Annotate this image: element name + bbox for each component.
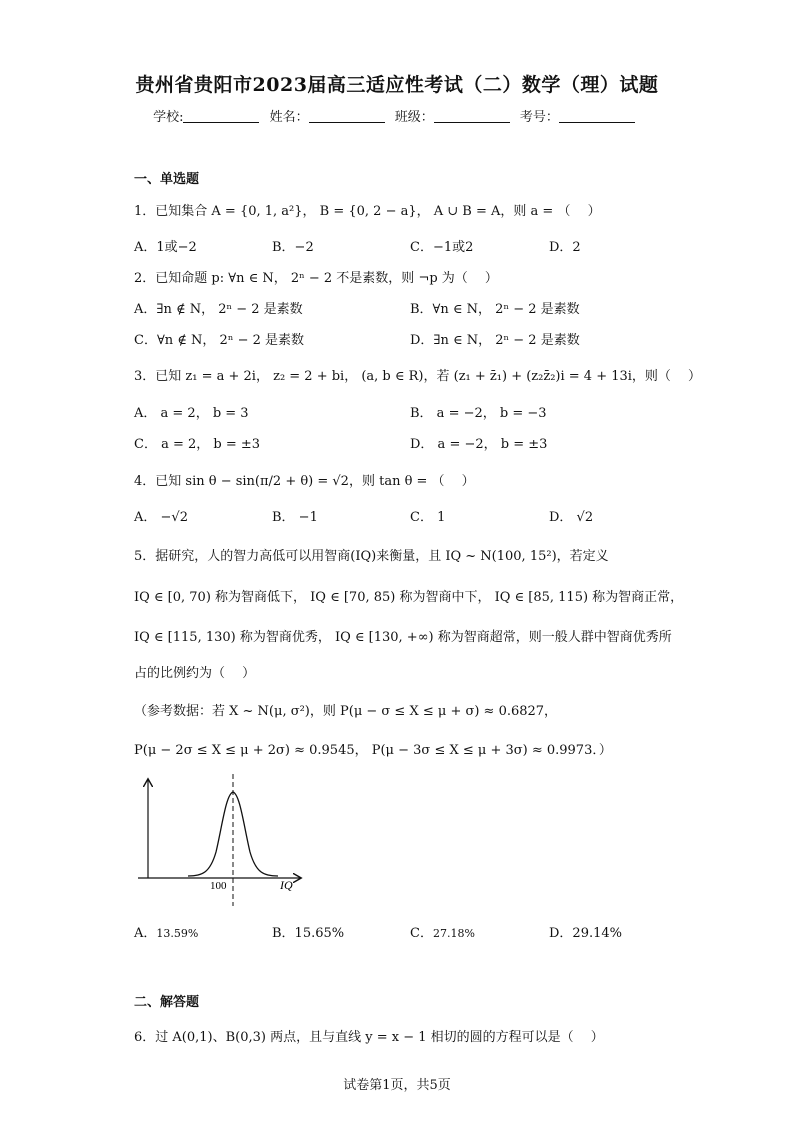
q5-option-a-value: 13.59% — [156, 927, 199, 940]
q5-option-c — [410, 922, 475, 941]
q4-option-b: B． −1 — [272, 510, 318, 525]
question-5-reference-1: （参考数据：若 X ~ N(μ, σ²)，则 P(μ − σ ≤ X ≤ μ + σ) ≈ 0.6827， — [134, 704, 558, 719]
school-label: 学校: — [153, 110, 184, 125]
q3-option-d: D． a = −2， b = ±3 — [410, 437, 548, 452]
question-4-stem: 4．已知 sin θ − sin(π/2 + θ) = √2，则 tan θ = （ ） — [134, 474, 475, 489]
q5-option-a — [134, 922, 198, 941]
q1-option-a: A．1或−2 — [134, 240, 197, 255]
name-label: 姓名： — [269, 110, 309, 125]
question-5-line-2: IQ ∈ [0, 70) 称为智商低下， IQ ∈ [70, 85) 称为智商中下， IQ ∈ [85, 115) 称为智商正常， — [134, 590, 684, 605]
q1-option-c: C．−1或2 — [410, 240, 474, 255]
q1-option-b: B．−2 — [272, 240, 314, 255]
q2-option-c: C．∀n ∉ N， 2ⁿ − 2 是素数 — [134, 333, 305, 348]
q1-option-d: D．2 — [549, 240, 581, 255]
question-5-line-4: 占的比例约为（ ） — [134, 666, 256, 681]
q3-option-c: C． a = 2， b = ±3 — [134, 437, 261, 452]
x-axis-label: IQ — [280, 878, 293, 892]
student-info-row — [0, 106, 794, 125]
question-2-stem: 2．已知命题 p: ∀n ∈ N， 2ⁿ − 2 不是素数，则 ¬p 为（ ） — [134, 271, 498, 286]
q2-option-d: D．∃n ∈ N， 2ⁿ − 2 是素数 — [410, 333, 580, 348]
school-blank[interactable] — [183, 110, 259, 123]
q4-option-d: D． √2 — [549, 510, 594, 525]
q5-option-c-value: 27.18% — [432, 927, 475, 940]
q3-option-b: B． a = −2， b = −3 — [410, 406, 547, 421]
question-3-stem: 3．已知 z₁ = a + 2i， z₂ = 2 + bi， (a, b ∈ R)，若 (z₁ + z̄₁) + (z₂z̄₂)i = 4 + 13i，则（ ） — [134, 369, 702, 384]
class-blank[interactable] — [434, 110, 510, 123]
q5-option-d: D．29.14% — [549, 926, 622, 941]
q5-option-a-letter: A． — [134, 926, 157, 941]
question-5-line-1: 5．据研究，人的智力高低可以用智商(IQ)来衡量，且 IQ ~ N(100, 15²)，若定义 — [134, 549, 609, 564]
normal-distribution-figure — [130, 772, 310, 906]
q2-option-a: A．∃n ∉ N， 2ⁿ − 2 是素数 — [134, 302, 303, 317]
page-footer: 试卷第1页，共5页 — [343, 1078, 451, 1093]
class-label: 班级： — [394, 110, 434, 125]
q4-option-c: C． 1 — [410, 510, 446, 525]
exam-number-blank[interactable] — [559, 110, 635, 123]
section-single-choice: 一、单选题 — [134, 172, 200, 187]
mean-tick-label: 100 — [210, 880, 227, 892]
question-5-reference-2: P(μ − 2σ ≤ X ≤ μ + 2σ) ≈ 0.9545， P(μ − 3σ ≤ X ≤ μ + 3σ) ≈ 0.9973．） — [134, 743, 612, 758]
page-title: 贵州省贵阳市2023届高三适应性考试（二）数学（理）试题 — [135, 74, 659, 96]
q5-option-c-letter: C． — [410, 926, 433, 941]
q4-option-a: A． −√2 — [134, 510, 188, 525]
q2-option-b: B．∀n ∈ N， 2ⁿ − 2 是素数 — [410, 302, 580, 317]
question-5-line-3: IQ ∈ [115, 130) 称为智商优秀， IQ ∈ [130, +∞) 称为智商超常，则一般人群中智商优秀所 — [134, 630, 672, 645]
name-blank[interactable] — [309, 110, 385, 123]
question-1-stem: 1．已知集合 A = {0, 1, a²}， B = {0, 2 − a}， A ∪ B = A，则 a = （ ） — [134, 204, 601, 219]
q5-option-b: B．15.65% — [272, 926, 345, 941]
question-6-stem: 6．过 A(0,1)、B(0,3) 两点，且与直线 y = x − 1 相切的圆的方程可以是（ ） — [134, 1030, 604, 1045]
exam-number-label: 考号： — [519, 110, 559, 125]
section-answer: 二、解答题 — [134, 995, 200, 1010]
q3-option-a: A． a = 2， b = 3 — [134, 406, 249, 421]
